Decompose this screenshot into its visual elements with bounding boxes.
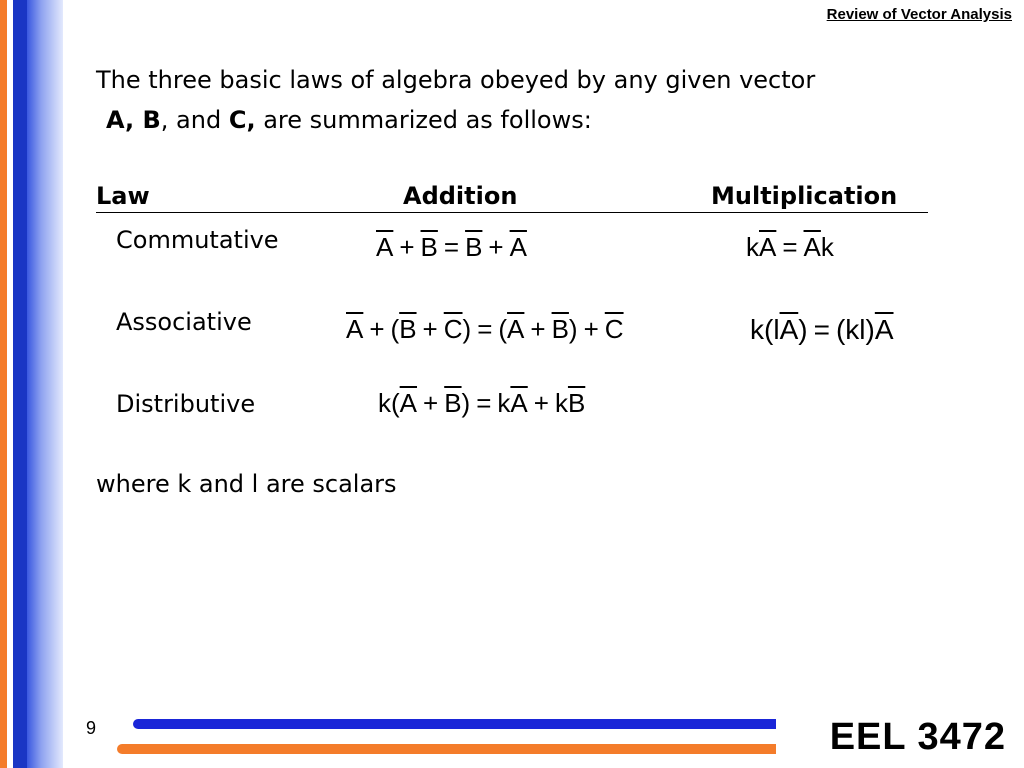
right-paren: ) <box>798 314 808 345</box>
commutative-multiplication-equation <box>746 232 834 263</box>
equals-sign: = <box>443 232 460 262</box>
law-associative: Associative <box>116 308 252 336</box>
left-paren: ( <box>390 314 400 344</box>
intro-vector-c: C, <box>228 106 256 134</box>
vector-c: $\overline{C}$ <box>443 314 463 344</box>
intro-line-2 <box>96 100 815 140</box>
column-header-multiplication: Multiplication <box>711 182 898 210</box>
right-paren: ) <box>865 314 875 345</box>
course-code: EEL 3472 <box>829 716 1006 758</box>
intro-rest: are summarized as follows: <box>255 106 592 134</box>
scalar-l: l <box>859 314 866 345</box>
vector-a: $\overline{A}$ <box>509 232 527 262</box>
scalar-k: k <box>820 232 834 262</box>
plus-sign: + <box>533 388 549 418</box>
scalar-l: l <box>773 314 780 345</box>
footer-orange-bar <box>117 744 776 754</box>
column-header-law: Law <box>96 182 150 210</box>
intro-line-1: The three basic laws of algebra obeyed by any given vector <box>96 66 816 94</box>
vector-a: $\overline{A}$ <box>376 232 394 262</box>
scalar-k: k <box>378 388 391 418</box>
footer-blue-bar <box>133 719 776 729</box>
plus-sign: + <box>488 232 504 262</box>
right-paren: ) <box>462 314 472 344</box>
scalars-note: where k and l are scalars <box>96 470 397 498</box>
vector-b: $\overline{B}$ <box>465 232 483 262</box>
vector-c: $\overline{C}$ <box>604 314 624 344</box>
equals-sign: = <box>813 314 830 345</box>
vector-a: $\overline{A}$ <box>874 314 894 345</box>
scalar-k: k <box>750 314 764 345</box>
left-paren: ( <box>835 314 846 345</box>
vector-a: $\overline{A}$ <box>759 232 777 262</box>
plus-sign: + <box>422 314 438 344</box>
scalar-k: k <box>746 232 759 262</box>
intro-and: , and <box>160 106 229 134</box>
left-orange-stripe <box>0 0 7 768</box>
column-header-addition: Addition <box>403 182 518 210</box>
scalar-k: k <box>497 388 511 418</box>
left-paren: ( <box>764 314 774 345</box>
equals-sign: = <box>477 314 493 344</box>
left-gradient-stripe <box>27 0 63 768</box>
vector-a: $\overline{A}$ <box>399 388 418 418</box>
plus-sign: + <box>399 232 415 262</box>
left-paren: ( <box>391 388 400 418</box>
intro-vectors-ab: A, B <box>106 106 161 134</box>
associative-multiplication-equation <box>750 314 894 346</box>
header-underline <box>96 212 928 213</box>
page-number: 9 <box>86 718 97 738</box>
law-commutative: Commutative <box>116 226 279 254</box>
intro-text <box>96 60 815 140</box>
slide-header-title: Review of Vector Analysis <box>826 6 1012 23</box>
vector-b: $\overline{B}$ <box>551 314 569 344</box>
vector-a: $\overline{A}$ <box>507 314 525 344</box>
vector-b: $\overline{B}$ <box>420 232 438 262</box>
equals-sign: = <box>782 232 798 262</box>
law-distributive: Distributive <box>116 390 256 418</box>
vector-b: $\overline{B}$ <box>567 388 586 418</box>
equals-sign: = <box>476 388 492 418</box>
scalar-k: k <box>845 314 860 345</box>
vector-b: $\overline{B}$ <box>444 388 462 418</box>
left-paren: ( <box>498 314 508 344</box>
vector-b: $\overline{B}$ <box>399 314 417 344</box>
right-paren: ) <box>461 388 471 418</box>
plus-sign: + <box>583 314 599 344</box>
plus-sign: + <box>423 388 439 418</box>
vector-a: $\overline{A}$ <box>346 314 364 344</box>
vector-a: $\overline{A}$ <box>779 314 799 345</box>
plus-sign: + <box>530 314 546 344</box>
commutative-addition-equation <box>376 232 527 263</box>
distributive-addition-equation <box>378 388 585 419</box>
left-blue-stripe <box>13 0 27 768</box>
vector-a: $\overline{A}$ <box>510 388 528 418</box>
right-paren: ) <box>568 314 578 344</box>
scalar-k: k <box>554 388 568 418</box>
plus-sign: + <box>369 314 385 344</box>
vector-a: $\overline{A}$ <box>803 232 821 262</box>
associative-addition-equation <box>346 314 624 345</box>
